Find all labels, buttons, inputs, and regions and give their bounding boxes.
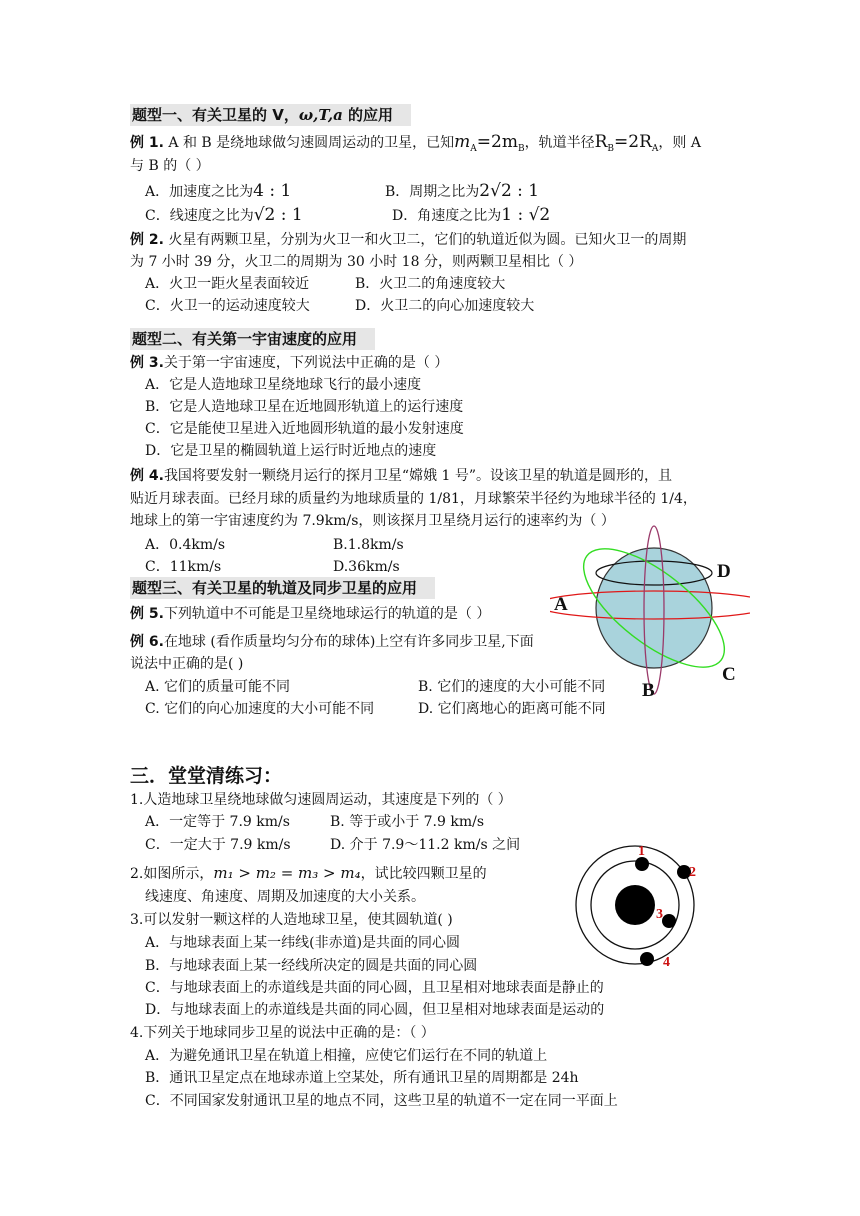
example-text: ，则 A <box>658 135 701 151</box>
subscript: B <box>607 143 615 154</box>
example-text: 关于第一宇宙速度，下列说法中正确的是（ ） <box>163 355 449 371</box>
option-d: D．它是卫星的椭圆轨道上运行时近地点的速度 <box>145 443 437 459</box>
example-2-line-2: 为 7 小时 39 分，火卫二的周期为 30 小时 18 分，则两颗卫星相比（ ） <box>130 254 583 270</box>
orbit-globe-figure <box>550 520 750 700</box>
section-title-practice: 三．堂堂清练习： <box>130 765 283 787</box>
question-2-line-2: 线速度、角速度、周期及加速度的大小关系。 <box>145 889 425 905</box>
option-b: B．火卫二的角速度较大 <box>355 276 506 292</box>
example-6-line-1 <box>130 632 534 652</box>
option-text: D．角速度之比为 <box>392 208 502 224</box>
option-a: A．与地球表面上某一纬线(非赤道)是共面的同心圆 <box>145 935 461 951</box>
section-heading-type3: 题型三、有关卫星的轨道及同步卫星的应用 <box>130 577 435 599</box>
example-text: 下列轨道中不可能是卫星绕地球运行的轨道的是（ ） <box>163 606 491 622</box>
option-c: C. 它们的向心加速度的大小可能不同 <box>145 701 375 717</box>
option-a: A．为避免通讯卫星在轨道上相撞，应使它们运行在不同的轨道上 <box>145 1048 548 1064</box>
satellite-3 <box>662 914 676 928</box>
section-heading-type1 <box>130 104 411 126</box>
example-label: 例 6. <box>130 634 164 650</box>
section-heading-type2: 题型二、有关第一宇宙速度的应用 <box>130 328 375 350</box>
example-label: 例 4. <box>130 468 164 484</box>
example-label: 例 2. <box>130 232 164 248</box>
option-b: B. 等于或小于 7.9 km/s <box>330 814 485 830</box>
example-label: 例 1. <box>130 135 164 151</box>
label-c: C <box>722 664 736 685</box>
example-1-line-1 <box>130 132 701 159</box>
option-c: C．不同国家发射通讯卫星的地点不同，这些卫星的轨道不一定在同一平面上 <box>145 1093 618 1109</box>
label-b: B <box>642 680 655 700</box>
example-4-line-3: 地球上的第一宇宙速度约为 7.9km/s，则该探月卫星绕月运行的速率约为（ ） <box>130 513 615 529</box>
earth <box>615 885 655 925</box>
option-c: C．与地球表面上的赤道线是共面的同心圆，且卫星相对地球表面是静止的 <box>145 980 604 996</box>
option-c: C．它是能使卫星进入近地圆形轨道的最小发射速度 <box>145 421 464 437</box>
option-a: A．0.4km/s <box>145 537 226 553</box>
question-1: 1.人造地球卫星绕地球做匀速圆周运动，其速度是下列的（ ） <box>130 792 512 808</box>
label-a: A <box>554 594 568 615</box>
example-text: 在地球 (看作质量均匀分布的球体)上空有许多同步卫星,下面 <box>163 634 534 650</box>
option-a: A. 它们的质量可能不同 <box>145 679 291 695</box>
example-text: A 和 B 是绕地球做匀速圆周运动的卫星，已知 <box>163 135 455 151</box>
option-c: C．11km/s <box>145 559 222 575</box>
option-d: D. 介于 7.9～11.2 km/s 之间 <box>330 837 521 853</box>
option-value: 2√2 : 1 <box>479 181 540 201</box>
question-2-line-1 <box>130 863 487 884</box>
option-d: D．与地球表面上的赤道线是共面的同心圆，但卫星相对地球表面是运动的 <box>145 1002 605 1018</box>
example-3-line-1 <box>130 353 448 373</box>
option-b: B．与地球表面上某一经线所决定的圆是共面的同心圆 <box>145 958 478 974</box>
example-label: 例 3. <box>130 355 164 371</box>
satellite-orbits-figure <box>570 840 710 980</box>
option-d: D.36km/s <box>333 559 400 575</box>
label-d: D <box>717 561 731 582</box>
example-text: 我国将要发射一颗绕月运行的探月卫星“嫦娥 1 号”。设该卫星的轨道是圆形的，且 <box>163 468 673 484</box>
label-3: 3 <box>656 907 663 922</box>
example-1-line-2: 与 B 的（ ） <box>130 158 210 174</box>
example-label: 例 5. <box>130 606 164 622</box>
option-value: √2 : 1 <box>253 205 303 225</box>
mass-relation: =2m <box>476 132 518 152</box>
option-a: A．火卫一距火星表面较近 <box>145 276 310 292</box>
option-value: 4 : 1 <box>253 181 292 201</box>
label-1: 1 <box>638 844 645 859</box>
mass-symbol: m <box>454 132 471 152</box>
label-2: 2 <box>689 865 696 880</box>
mass-inequality: m₁ > m₂ = m₃ > m₄ <box>213 864 361 882</box>
example-6-line-2: 说法中正确的是( ) <box>130 656 244 672</box>
option-c: C．一定大于 7.9 km/s <box>145 837 291 853</box>
heading-math: ω,T,a <box>298 106 343 124</box>
example-4-line-1 <box>130 466 672 486</box>
heading-suffix: 的应用 <box>342 106 394 124</box>
label-4: 4 <box>663 955 670 970</box>
option-d: D. 它们离地心的距离可能不同 <box>418 701 606 717</box>
question-3: 3.可以发射一颗这样的人造地球卫星，使其圆轨道( ) <box>130 912 453 928</box>
example-4-line-2: 贴近月球表面。已经月球的质量约为地球质量的 1/81，月球繁荣半径约为地球半径的 1/4， <box>130 491 697 507</box>
option-value: 1 : √2 <box>501 205 551 225</box>
subscript: B <box>517 143 525 154</box>
option-text: A．加速度之比为 <box>145 184 254 200</box>
radius-relation: =2R <box>614 132 652 152</box>
option-a: A．一定等于 7.9 km/s <box>145 814 290 830</box>
option-a: A．它是人造地球卫星绕地球飞行的最小速度 <box>145 377 422 393</box>
option-c <box>145 205 303 226</box>
option-text: B．周期之比为 <box>385 184 480 200</box>
option-b: B. 它们的速度的大小可能不同 <box>418 679 606 695</box>
subscript: A <box>651 143 659 154</box>
option-d: D．火卫二的向心加速度较大 <box>355 298 535 314</box>
satellite-4 <box>640 952 654 966</box>
question-4: 4.下列关于地球同步卫星的说法中正确的是：（ ） <box>130 1025 435 1041</box>
example-5-line-1 <box>130 604 490 624</box>
option-b: B.1.8km/s <box>333 537 404 553</box>
option-a <box>145 181 291 202</box>
option-b: B．通讯卫星定点在地球赤道上空某处，所有通讯卫星的周期都是 24h <box>145 1070 579 1086</box>
radius-symbol: R <box>594 132 608 152</box>
satellite-1 <box>635 857 649 871</box>
example-2-line-1 <box>130 230 686 250</box>
question-text: ，试比较四颗卫星的 <box>360 866 487 882</box>
option-b <box>385 181 539 202</box>
option-c: C．火卫一的运动速度较大 <box>145 298 310 314</box>
option-d <box>392 205 550 226</box>
heading-prefix: 题型一、有关卫星的 V， <box>132 106 299 124</box>
example-text: ，轨道半径 <box>524 135 595 151</box>
question-text: 2.如图所示， <box>130 866 214 882</box>
example-text: 火星有两颗卫星，分别为火卫一和火卫二，它们的轨道近似为圆。已知火卫一的周期 <box>163 232 687 248</box>
subscript: A <box>470 143 477 154</box>
option-b: B．它是人造地球卫星在近地圆形轨道上的运行速度 <box>145 399 464 415</box>
option-text: C．线速度之比为 <box>145 208 254 224</box>
